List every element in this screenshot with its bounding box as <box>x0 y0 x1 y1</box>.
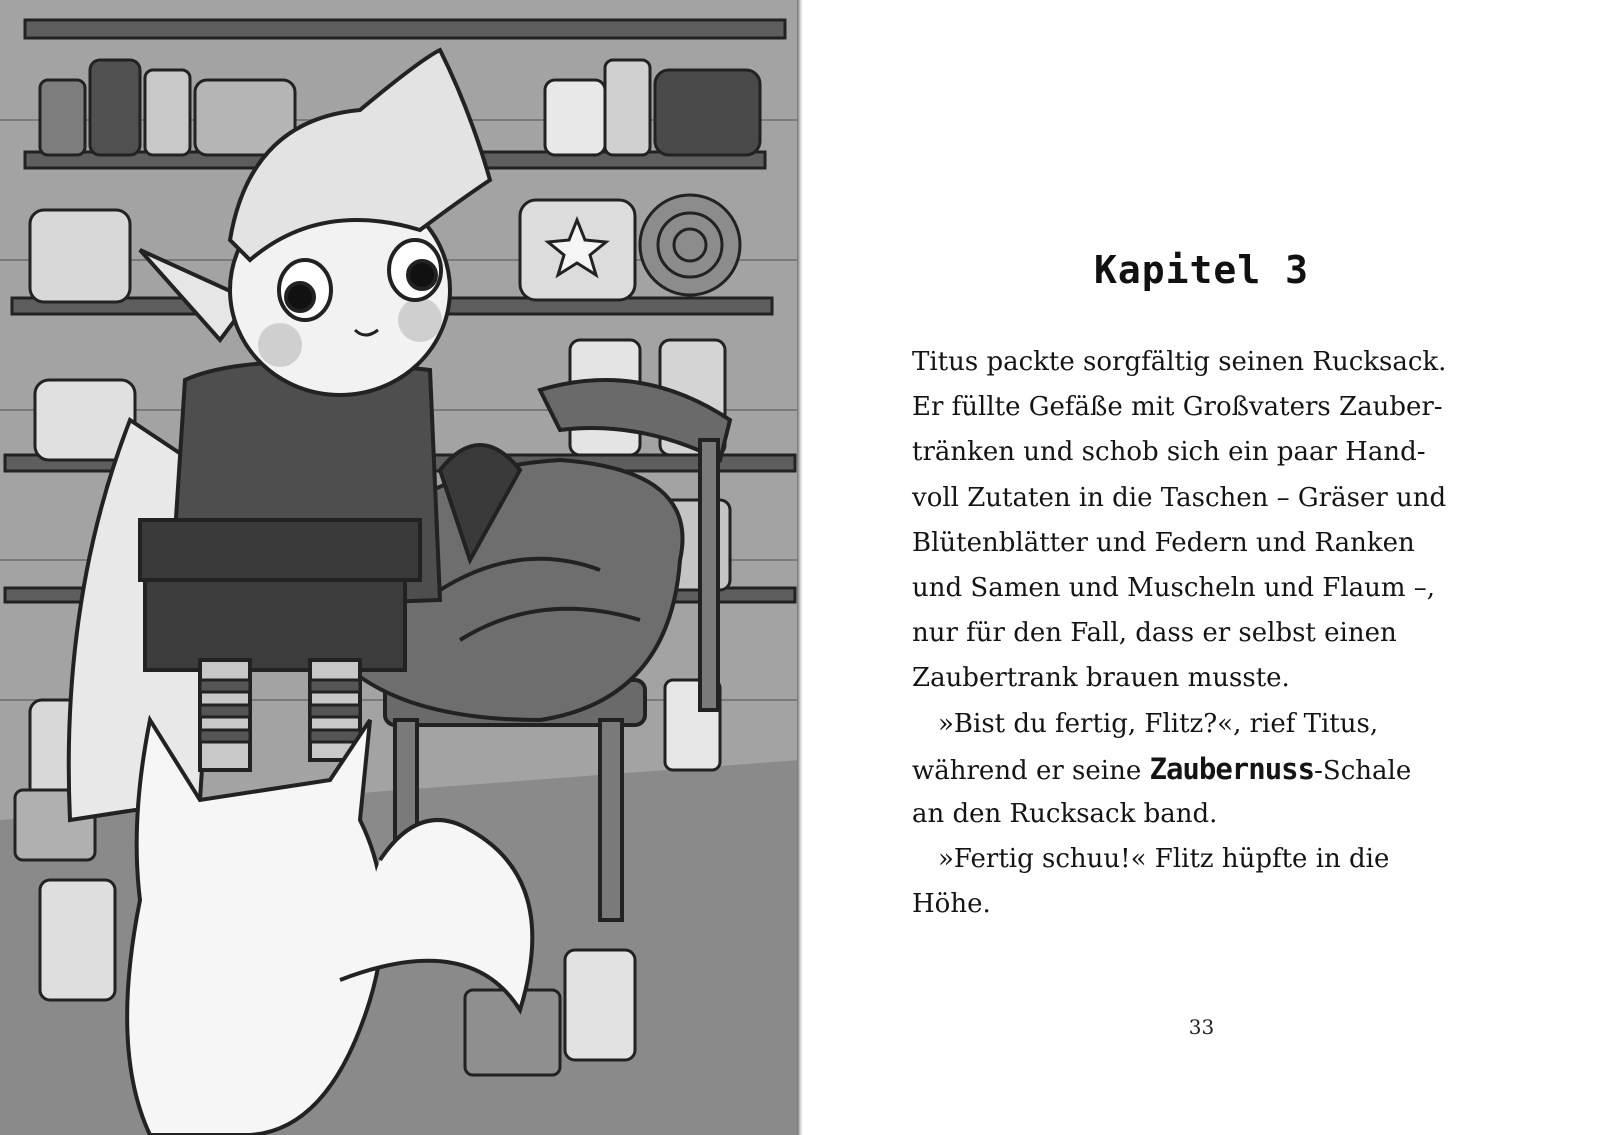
text-line: nur für den Fall, dass er selbst einen <box>912 618 1397 649</box>
text-line: Titus packte sorgfältig seinen Rucksack. <box>912 347 1447 377</box>
text-line: und Samen und Muscheln und Flaum –, <box>912 572 1436 603</box>
page-number: 33 <box>1188 1015 1215 1039</box>
text-line: »Bist du fertig, Flitz?«, rief Titus, <box>938 708 1379 739</box>
text-line <box>912 747 1472 792</box>
text-line: Er füllte Gefäße mit Großvaters Zauber- <box>912 392 1443 423</box>
text-segment: während er seine <box>912 755 1150 786</box>
text-line: Zaubertrank brauen musste. <box>912 663 1290 694</box>
text-segment: -Schale <box>1314 755 1412 786</box>
text-line: Blütenblätter und Federn und Ranken <box>912 527 1415 558</box>
text-line: tränken und schob sich ein paar Hand- <box>912 437 1426 468</box>
chapter-title: Kapitel 3 <box>1094 248 1309 292</box>
text-line: voll Zutaten in die Taschen – Gräser und <box>912 482 1447 513</box>
text-line: an den Rucksack band. <box>912 798 1218 829</box>
text-page <box>803 0 1600 1135</box>
chapter-body-text <box>912 340 1472 927</box>
text-line: »Fertig schuu!« Flitz hüpfte in die <box>938 844 1390 875</box>
text-line: Höhe. <box>912 889 991 920</box>
magic-word: Zaubernuss <box>1149 751 1315 786</box>
